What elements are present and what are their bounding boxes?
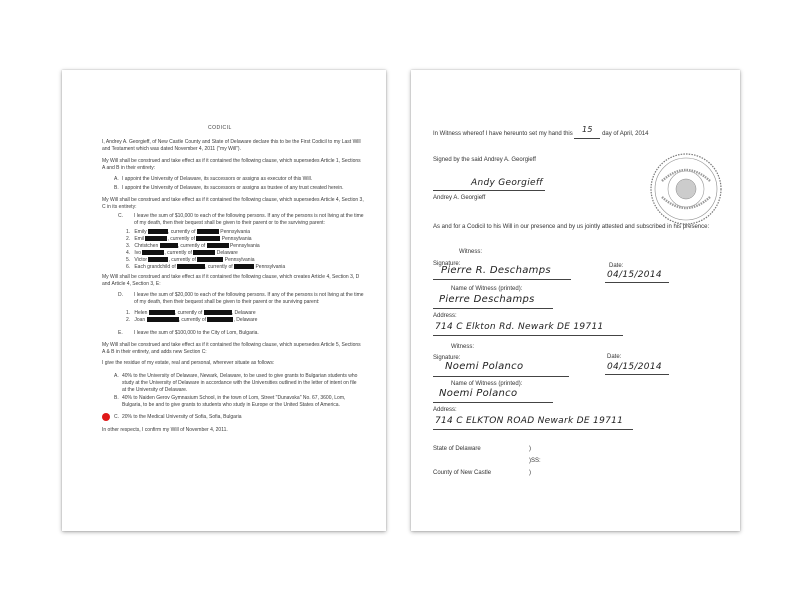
item-c1-text: I leave the sum of $10,000 to each of the following persons. If any of the persons is not living at the time of my death, then their bequest shall be given to their parent or to the surviving parent: [134,213,364,227]
redaction-bar [207,243,229,248]
codicil-title: CODICIL [208,125,232,131]
closing-sentence: In other respects, I confirm my Will of November 4, 2011. [102,427,228,433]
witness2-signature: Noemi Polanco [445,361,524,372]
residue-c-text: 20% to the Medical University of Sofia, Sofia, Bulgaria [122,414,242,420]
witness-whereof-line: In Witness whereof I have hereunto set my hand this 15 day of April, 2014 [433,125,649,137]
signed-by-line: Signed by the said Andrey A. Georgieff [433,157,536,163]
notary-seal-stamp [648,151,724,227]
redaction-bar [142,250,164,255]
redaction-bar [147,317,179,322]
date-line [605,374,669,375]
day-blank [574,125,600,139]
signature-line [433,279,571,280]
redaction-bar [145,236,167,241]
item-b1-label: B. [114,185,119,191]
witness1-signature-label: Signature: [433,261,461,267]
ss-label: )SS: [529,458,541,464]
witness2-name-label: Name of Witness (printed): [451,381,523,387]
witness2-address-label: Address: [433,407,457,413]
item-d-label: D. [118,292,123,298]
item-a1-text: I appoint the University of Delaware, its successors or assigns as executor of this Will. [122,176,313,182]
redaction-bar [207,317,233,322]
witness2-address: 714 C ELKTON ROAD Newark DE 19711 [435,416,624,426]
signature-line [433,376,569,377]
list2-item: 1. Helen , currently of , Delaware [126,310,256,316]
list1-item: 2. Emil , currently of Pennsylvania [126,236,252,242]
name-line [433,308,553,309]
item-e-text: I leave the sum of $100,000 to the City of Lom, Bulgaria. [134,330,259,336]
county-label: County of New Castle [433,470,492,476]
redaction-bar [204,310,232,315]
witness1-name-label: Name of Witness (printed): [451,286,523,292]
witness2-printed-name: Noemi Polanco [439,388,518,399]
redaction-bar [196,236,220,241]
article4-section3-paragraph: My Will shall be construed and take effect as if it contained the following clause, which creates Article 4, Section 3, D and Article 4, Section 3, E: [102,274,360,288]
witness1-printed-name: Pierre Deschamps [439,294,535,305]
list2-item: 2. Joan , currently of , Delaware [126,317,258,323]
redaction-bar [177,264,205,269]
article4-paragraph: My Will shall be construed and take effect as if it contained the following clause, which supersedes Article 4, Section 3, C in its entirety: [102,197,364,211]
redaction-bar [234,264,254,269]
testator-signature: Andy Georgieff [471,178,543,188]
residue-a-text: 40% to the University of Delaware, Newark, Delaware, to be used to give grants to Bulgarian students who study at the University of Delaware in accordance with the Universities outlined in the letter of intent on file at the University of Delaware. [122,373,358,394]
article1-paragraph: My Will shall be construed and take effect as if it contained the following clause, which supersedes Article 1, Sections A and B in their entirety: [102,158,361,172]
redaction-bar [148,257,168,262]
article5-paragraph: My Will shall be construed and take effect as if it contained the following clause, which supersedes Article 5, Sections A & B in their entirety, and adds new Section C: [102,342,361,356]
item-a1-label: A. [114,176,119,182]
intro-paragraph: I, Andrey A. Georgieff, of New Castle County and State of Delaware declare this to be the First Codicil to my Last Will and Testament which was dated November 4, 2011 ("my Will"). [102,139,361,153]
list1-item: 1. Emily , currently of Pennsylvania [126,229,251,235]
state-label: State of Delaware [433,446,481,452]
codicil-page-left [62,70,386,531]
address-line [433,429,633,430]
redaction-bar [197,257,223,262]
witness2-date-label: Date: [607,354,622,360]
testator-name: Andrey A. Georgieff [433,195,486,201]
list1-item: 5. Victor , currently of Pennsylvania [126,257,255,263]
redaction-bar [148,229,168,234]
witness1-address-label: Address: [433,313,457,319]
signature-line [433,190,545,191]
list1-item: 4. Ivo , currently of Delaware [126,250,238,256]
item-e-label: E. [118,330,123,336]
residue-b-label: B. [114,395,119,401]
witness1-address: 714 C Elkton Rd. Newark DE 19711 [435,322,604,332]
residue-c-label: C. [114,414,119,420]
witness1-heading: Witness: [459,249,483,255]
date-line [605,282,669,283]
signature-page-right [411,70,740,531]
red-dot-marker [102,413,110,421]
residue-b-text: 40% to Naiden Gerov Gymnasium School, in the town of Lom, Street "Dunavska" No. 67, 3600, Lom, Bulgaria, to be and to give grants to students who study in Europe or the United States of America. [122,395,346,409]
day-handwritten: 15 [582,125,593,134]
redaction-bar [149,310,175,315]
witness1-date-label: Date: [609,263,624,269]
witness1-date: 04/15/2014 [607,270,662,280]
codicil-statement: As and for a Codicil to his Will in our presence and by us jointly attested and subscribed in his presence: [433,224,710,230]
witness2-signature-label: Signature: [433,355,461,361]
residue-paragraph: I give the residue of my estate, real and personal, wherever situate as follows: [102,360,275,366]
witness1-signature: Pierre R. Deschamps [441,265,551,276]
witness2-date: 04/15/2014 [607,362,662,372]
item-d-text: I leave the sum of $20,000 to each of the following persons. If any of the persons is not living at the time of my death, then their bequest shall be given to their parent or the surviving parent: [134,292,364,306]
redaction-bar [160,243,178,248]
address-line [433,335,623,336]
redaction-bar [193,250,215,255]
county-paren: ) [529,470,531,476]
witness2-heading: Witness: [451,344,475,350]
item-b1-text: I appoint the University of Delaware, its successors or assigns as trustee of any trust created herein. [122,185,344,191]
item-c1-label: C. [118,213,123,219]
name-line [433,402,553,403]
residue-a-label: A. [114,373,119,379]
list1-item: 6. Each grandchild of , currently of Pennsylvania [126,264,286,270]
list1-item: 3. Christchen , currently of Pennsylvania [126,243,260,249]
state-paren: ) [529,446,531,452]
redaction-bar [197,229,219,234]
